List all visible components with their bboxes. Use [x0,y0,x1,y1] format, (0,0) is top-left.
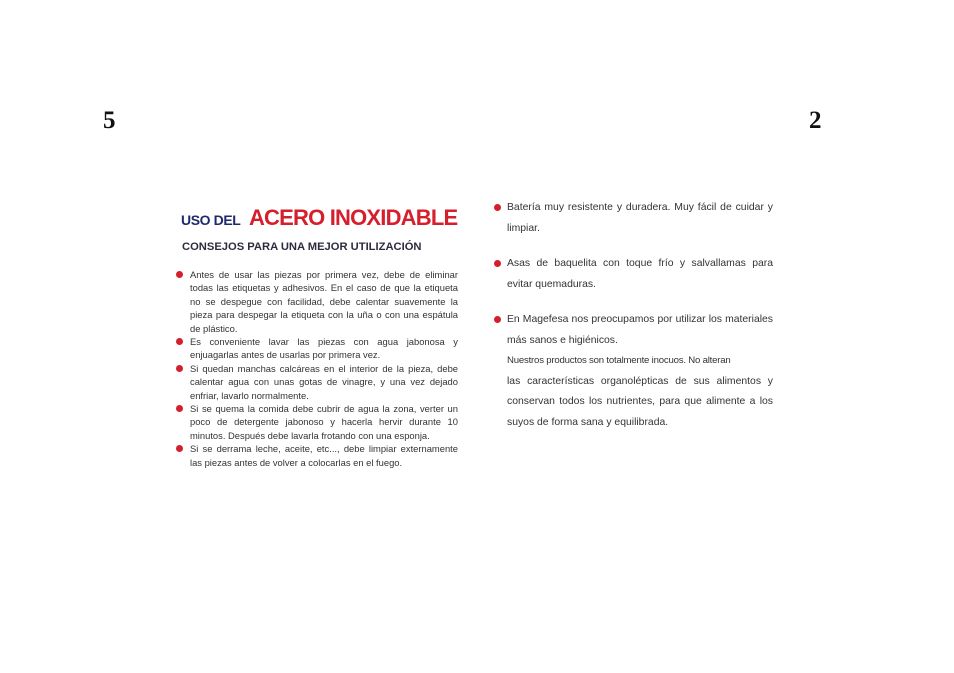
page-number-left: 5 [103,107,116,134]
section-subtitle: CONSEJOS PARA UNA MEJOR UTILIZACIÓN [182,241,422,253]
bullet-dot-icon [176,405,183,412]
feature-text-compact: Nuestros productos son totalmente inocuos. No alteran [507,355,731,366]
feature-item [494,310,773,433]
feature-text-intro: En Magefesa nos preocupamos por utilizar los materiales más sanos e higiénicos. [507,314,773,346]
feature-item [494,254,773,295]
tips-list [176,268,458,469]
tip-item [176,442,458,469]
bullet-dot-icon [176,338,183,345]
bullet-dot-icon [494,316,501,323]
feature-item [494,198,773,239]
tip-item [176,335,458,362]
tip-text: Si se quema la comida debe cubrir de agua la zona, verter un poco de detergente jabonoso y hacerla hervir durante 10 minutos. Después debe lavarla frotando con una esponja. [190,403,458,441]
tip-text: Es conveniente lavar las piezas con agua jabonosa y enjuagarlas antes de usarlas por primera vez. [190,336,458,361]
feature-text: Batería muy resistente y duradera. Muy fácil de cuidar y limpiar. [507,202,773,234]
tip-item [176,362,458,402]
bullet-dot-icon [176,271,183,278]
bullet-dot-icon [494,260,501,267]
features-section [494,198,773,433]
bullet-dot-icon [176,365,183,372]
tip-text: Si quedan manchas calcáreas en el interior de la pieza, debe calentar agua con unas gotas de vinagre, y una vez dejado enfriar, lavarlo normalmente. [190,362,458,401]
bullet-dot-icon [494,204,501,211]
tip-text: Si se derrama leche, aceite, etc..., debe limpiar externamente las piezas antes de volver a colocarlas en el fuego. [190,443,458,468]
feature-text-rest: las características organolépticas de sus alimentos y conservan todos los nutrientes, para que alimente a los suyos de forma sana y equilibrada. [507,375,773,428]
section-title-prefix: USO DEL [181,212,241,228]
section-title-accent: ACERO INOXIDABLE [248,205,458,230]
features-list [494,198,773,433]
tip-text: Antes de usar las piezas por primera vez, debe de eliminar todas las etiquetas y adhesivos. En el caso de que la etiqueta no se despegue con facilidad, debe calentar suavemente la pieza para despegar la etiqueta con la uña o con una espátula de plástico. [190,269,458,334]
section-title [181,198,458,230]
page-number-right: 2 [809,107,822,134]
usage-section [176,198,458,469]
tip-item [176,402,458,442]
feature-text: Asas de baquelita con toque frío y salvallamas para evitar quemaduras. [507,258,773,290]
bullet-dot-icon [176,445,183,452]
tip-item [176,268,458,335]
